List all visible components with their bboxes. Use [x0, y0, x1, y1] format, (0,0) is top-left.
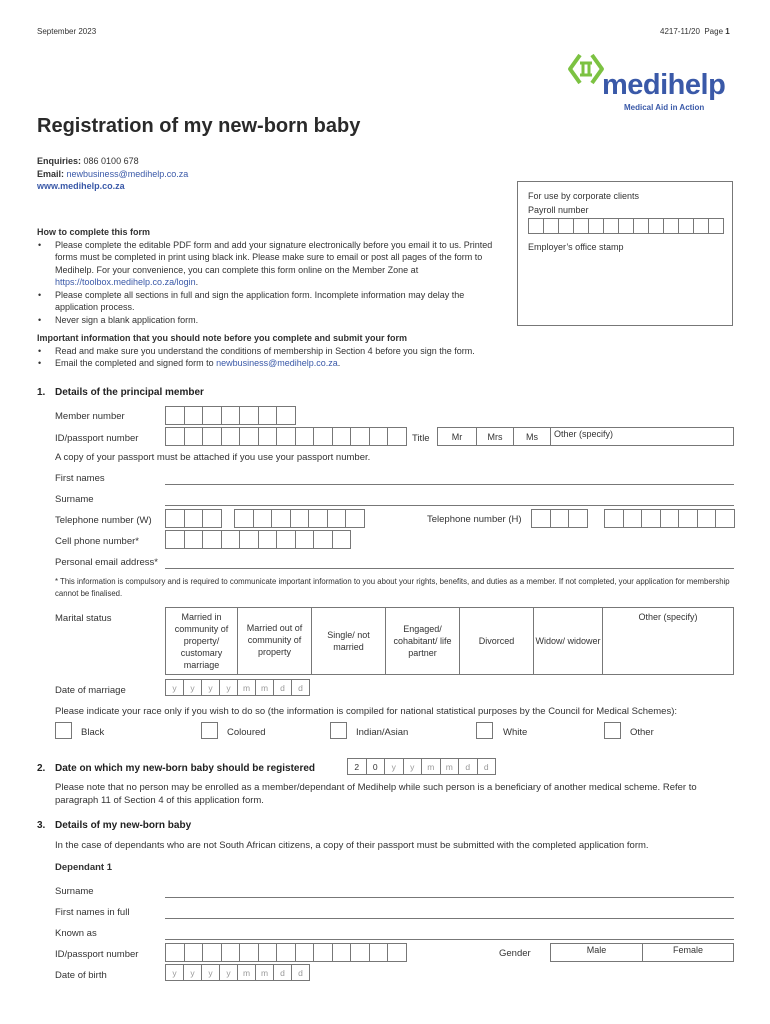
website-link[interactable]: www.medihelp.co.za — [37, 181, 125, 191]
how-to-complete — [37, 226, 502, 326]
date-box[interactable]: m — [238, 964, 256, 981]
date-box[interactable]: m — [238, 679, 256, 696]
marital-single[interactable]: Single/ not married — [311, 607, 386, 675]
date-box[interactable]: y — [166, 679, 184, 696]
marital-married-out-community[interactable]: Married out of community of property — [237, 607, 312, 675]
section-1-heading: Details of the principal member — [55, 387, 204, 398]
marital-status-label: Marital status — [55, 613, 112, 624]
dep-dob-label: Date of birth — [55, 970, 107, 981]
important-bullet-2 — [37, 357, 737, 370]
header-reference — [660, 27, 730, 36]
medihelp-logo — [566, 52, 736, 114]
title-ms[interactable]: Ms — [513, 427, 551, 446]
medihelp-logo-icon — [566, 52, 606, 86]
important-bullet-2-end: . — [337, 358, 341, 368]
dep-surname-field[interactable] — [165, 897, 734, 898]
date-box[interactable]: m — [422, 758, 441, 775]
race-black-checkbox[interactable] — [55, 722, 72, 739]
email-address-field[interactable] — [165, 568, 734, 569]
logo-wordmark: medihelp — [602, 69, 726, 101]
compulsory-footnote: * This information is compulsory and is required to communicate important information to you about your rights, benefits, and duties as a member. If not completed, your application for membership cannot be finalised. — [55, 577, 730, 598]
contact-email-link[interactable]: newbusiness@medihelp.co.za — [66, 168, 189, 179]
date-box[interactable]: d — [274, 964, 292, 981]
how-heading: How to complete this form — [37, 227, 151, 237]
race-coloured-checkbox[interactable] — [201, 722, 218, 739]
gender-female[interactable]: Female — [642, 943, 734, 962]
member-number-label: Member number — [55, 411, 125, 422]
date-box[interactable]: y — [184, 964, 202, 981]
section-3-heading: Details of my new-born baby — [55, 820, 192, 831]
date-box[interactable]: m — [256, 679, 274, 696]
dependant-1-heading: Dependant 1 — [55, 862, 113, 873]
enquiries-phone: 086 0100 678 — [83, 156, 139, 166]
date-box[interactable]: 2 — [348, 758, 367, 775]
date-box[interactable]: y — [184, 679, 202, 696]
gender-label: Gender — [499, 948, 531, 959]
dep-first-names-field[interactable] — [165, 918, 734, 919]
important-bullet-1: • Read and make sure you understand the conditions of membership in Section 4 before you sign the form. — [37, 345, 737, 358]
tel-work-number-boxes[interactable] — [234, 509, 365, 528]
dep-first-names-label: First names in full — [55, 907, 130, 918]
title-mrs[interactable]: Mrs — [476, 427, 514, 446]
dep-surname-label: Surname — [55, 886, 94, 897]
payroll-label: Payroll number — [528, 205, 589, 215]
email-address-label: Personal email address* — [55, 557, 158, 568]
employer-stamp-label: Employer’s office stamp — [528, 242, 624, 252]
marital-divorced[interactable]: Divorced — [459, 607, 534, 675]
corporate-clients-box — [517, 181, 733, 326]
tel-home-label: Telephone number (H) — [427, 514, 522, 525]
how-bullet-1-end: . — [195, 277, 199, 287]
corporate-heading: For use by corporate clients — [528, 191, 640, 201]
page-number: 1 — [725, 27, 730, 36]
dep-dob-boxes[interactable] — [165, 964, 310, 981]
race-note: Please indicate your race only if you wish to do so (the information is compiled for national statistical purposes by the Council for Medical Schemes): — [55, 706, 678, 717]
section-1-number: 1. — [37, 387, 46, 398]
race-black-label: Black — [81, 727, 105, 738]
section-2-note: Please note that no person may be enrolled as a member/dependant of Medihelp while such person is a beneficiary of another medical scheme. Refer to paragraph 11 of Section 4 of this application form. — [55, 782, 697, 806]
surname-field[interactable] — [165, 505, 734, 506]
date-box[interactable]: m — [441, 758, 460, 775]
dep-known-as-field[interactable] — [165, 939, 734, 940]
date-box[interactable]: y — [166, 964, 184, 981]
date-box[interactable]: d — [478, 758, 497, 775]
how-bullet-3: • Never sign a blank application form. — [37, 314, 502, 327]
race-indian-checkbox[interactable] — [330, 722, 347, 739]
logo-tagline: Medical Aid in Action — [624, 103, 705, 112]
race-white-label: White — [503, 727, 528, 738]
race-white-checkbox[interactable] — [476, 722, 493, 739]
date-box[interactable]: y — [202, 679, 220, 696]
payroll-number-boxes[interactable] — [528, 218, 724, 234]
marital-engaged[interactable]: Engaged/ cohabitant/ life partner — [385, 607, 460, 675]
cell-phone-boxes[interactable] — [165, 530, 351, 549]
tel-home-code-boxes[interactable] — [531, 509, 588, 528]
date-box[interactable]: y — [404, 758, 423, 775]
date-box[interactable]: d — [292, 964, 310, 981]
section-2-number: 2. — [37, 763, 46, 774]
id-passport-label: ID/passport number — [55, 433, 139, 444]
surname-label: Surname — [55, 494, 94, 505]
page-label: Page — [704, 27, 724, 36]
date-box[interactable]: d — [459, 758, 478, 775]
date-box[interactable]: y — [220, 964, 238, 981]
dep-known-as-label: Known as — [55, 928, 97, 939]
first-names-label: First names — [55, 473, 105, 484]
how-bullet-1-text: Please complete the editable PDF form and add your signature electronically before you email it to us. Printed forms must be completed in print using black ink. Please make sure to email or post all pages of the form to Medihelp. For your convenience, you can complete this form online on the Member Zone at — [55, 239, 493, 275]
marital-other[interactable]: Other (specify) — [602, 607, 734, 675]
cell-phone-label: Cell phone number* — [55, 536, 139, 547]
id-passport-boxes[interactable] — [165, 427, 407, 446]
date-box[interactable]: y — [202, 964, 220, 981]
how-bullet-2: • Please complete all sections in full and sign the application form. Incomplete information may delay the application process. — [37, 289, 502, 314]
race-other-label: Other — [630, 727, 654, 738]
contact-block — [37, 155, 188, 193]
how-bullet-1 — [37, 239, 502, 289]
email-label: Email: — [37, 168, 65, 179]
header-date: September 2023 — [37, 27, 97, 36]
date-box[interactable]: d — [292, 679, 310, 696]
section-3-note: In the case of dependants who are not South African citizens, a copy of their passport must be submitted with the completed application form. — [55, 840, 649, 851]
member-zone-link[interactable]: https://toolbox.medihelp.co.za/login — [55, 277, 196, 287]
important-info — [37, 332, 737, 370]
race-other-checkbox[interactable] — [604, 722, 621, 739]
date-box[interactable]: y — [220, 679, 238, 696]
race-coloured-label: Coloured — [227, 727, 266, 738]
member-number-boxes[interactable] — [165, 406, 296, 425]
gender-male[interactable]: Male — [550, 943, 643, 962]
date-box[interactable]: m — [256, 964, 274, 981]
date-marriage-boxes[interactable] — [165, 679, 310, 696]
tel-home-number-boxes[interactable] — [604, 509, 735, 528]
passport-note: A copy of your passport must be attached if you use your passport number. — [55, 452, 371, 463]
tel-work-code-boxes[interactable] — [165, 509, 222, 528]
submit-email-link[interactable]: newbusiness@medihelp.co.za — [216, 358, 338, 368]
form-reference: 4217-11/20 — [660, 27, 700, 36]
marital-widow[interactable]: Widow/ widower — [533, 607, 603, 675]
page-title: Registration of my new-born baby — [37, 115, 361, 137]
race-indian-label: Indian/Asian — [356, 727, 409, 738]
dep-id-label: ID/passport number — [55, 949, 139, 960]
registration-date-boxes[interactable] — [347, 758, 496, 775]
marital-married-in-community[interactable]: Married in community of property/ customary marriage — [165, 607, 238, 675]
date-box[interactable]: 0 — [367, 758, 386, 775]
important-heading: Important information that you should note before you complete and submit your form — [37, 333, 408, 343]
date-box[interactable]: d — [274, 679, 292, 696]
section-3-number: 3. — [37, 820, 46, 831]
enquiries-label: Enquiries: — [37, 156, 82, 166]
tel-work-label: Telephone number (W) — [55, 515, 152, 526]
title-mr[interactable]: Mr — [437, 427, 477, 446]
date-marriage-label: Date of marriage — [55, 685, 126, 696]
title-other[interactable]: Other (specify) — [550, 427, 734, 446]
important-bullet-2-text: Email the completed and signed form to — [55, 358, 217, 368]
title-label: Title — [412, 433, 430, 444]
section-2-heading: Date on which my new-born baby should be registered — [55, 763, 316, 774]
date-box[interactable]: y — [385, 758, 404, 775]
first-names-field[interactable] — [165, 484, 734, 485]
dep-id-boxes[interactable] — [165, 943, 407, 962]
